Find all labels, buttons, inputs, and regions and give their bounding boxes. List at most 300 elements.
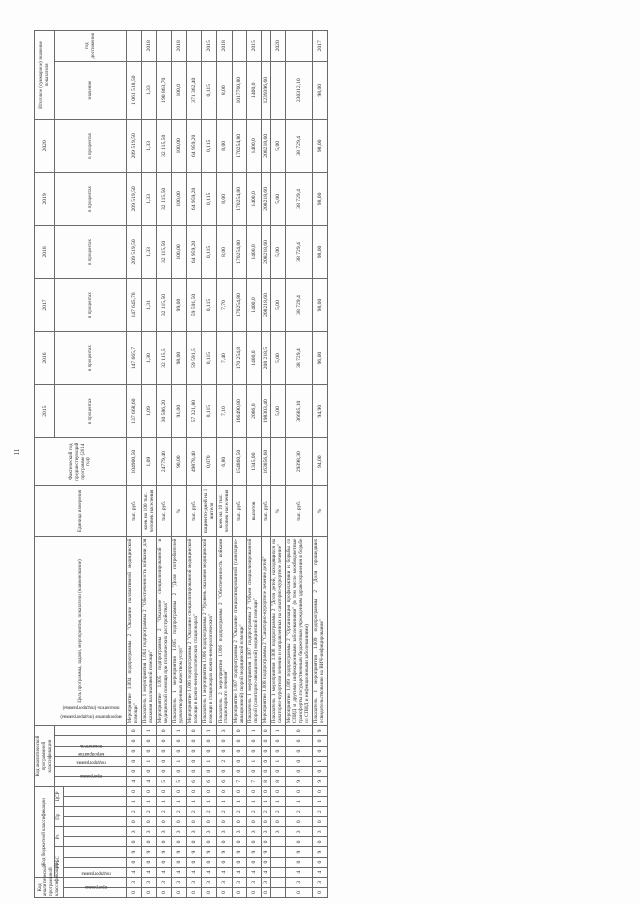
row-name-cell: Показатель 1 мероприятия 1.005 подпрограммы 2 "Доля потребителей удовлетворенных качеством услуг" <box>172 536 187 726</box>
code-digit-cell: 0 <box>262 817 271 827</box>
code-digit-cell: 0 <box>142 837 157 847</box>
year-header: 2018 <box>35 225 55 278</box>
code-digit-cell: 0 <box>127 786 142 796</box>
code-digit-cell: 0 <box>286 887 313 897</box>
year-value-cell: 170 254,8 <box>232 332 247 385</box>
year-value-cell: 137 668,60 <box>127 385 142 438</box>
code-digit-cell: 0 <box>187 726 202 736</box>
code-digit-cell: 0 <box>247 746 262 756</box>
program-code-header: Код аналитической программной классификации <box>35 877 64 897</box>
final-value-cell: 1017760,80 <box>232 61 247 119</box>
year-value-cell: 208218,60 <box>262 172 271 225</box>
year-value-cell: 1,09 <box>142 385 157 438</box>
year-value-cell: 209 519,50 <box>127 172 142 225</box>
code-digit-cell: 0 <box>201 857 216 867</box>
code-digit-cell: 0 <box>142 766 157 776</box>
code-digit-cell: 2 <box>187 807 202 817</box>
year-value-cell: 147 645,70 <box>127 278 142 331</box>
year-header: 2020 <box>35 119 55 172</box>
code-digit-cell: 0 <box>271 736 286 746</box>
code-digit-cell: 0 <box>232 786 247 796</box>
unit-cell: тыс. руб. <box>127 486 142 537</box>
analytical-column-label: показатель (подпрограммы) <box>62 705 120 711</box>
code-digit-cell: 0 <box>217 736 232 746</box>
code-digit-cell: 2 <box>286 807 313 817</box>
table-row <box>172 31 187 898</box>
code-digit-cell: 0 <box>286 746 313 756</box>
code-digit-cell: 1 <box>271 726 286 736</box>
code-digit-cell: 0 <box>312 766 327 776</box>
code-digit-cell: 0 <box>312 857 327 867</box>
code-digit-cell: 0 <box>142 887 157 897</box>
year-value-cell: 38 729,4 <box>286 119 313 172</box>
code-digit-cell: 0 <box>201 746 216 756</box>
code-digit-cell: 0 <box>127 726 142 736</box>
code-digit-cell: 7 <box>247 776 262 786</box>
code-digit-cell: 0 <box>232 746 247 756</box>
code-digit-cell: 0 <box>217 887 232 897</box>
year-value-cell: 7,70 <box>217 278 232 331</box>
code-digit-cell: 0 <box>157 746 172 756</box>
code-digit-cell: 0 <box>271 786 286 796</box>
code-digit-cell: 2 <box>172 807 187 817</box>
base-value-cell <box>271 438 286 486</box>
final-year-header: год достижения <box>55 31 127 62</box>
table-row <box>262 31 271 898</box>
code-digit-cell: 3 <box>232 827 247 837</box>
code-digit-cell: 9 <box>232 847 247 857</box>
code-digit-cell: 4 <box>232 867 247 877</box>
final-value-cell: 8,00 <box>217 61 232 119</box>
final-year-cell: 2015 <box>247 31 262 62</box>
code-digit-cell: 1 <box>217 797 232 807</box>
final-year-cell <box>262 31 271 62</box>
final-value-cell: 0,115 <box>201 61 216 119</box>
code-digit-cell: 2 <box>312 807 327 817</box>
year-value-cell: 64 959,20 <box>187 119 202 172</box>
year-value-cell: 30 586,20 <box>157 385 172 438</box>
code-digit-cell: 4 <box>217 867 232 877</box>
year-value-cell: 209 519,50 <box>127 119 142 172</box>
code-digit-cell: 3 <box>312 877 327 887</box>
table-row <box>187 31 202 898</box>
budget-column-header: Рз <box>55 827 64 847</box>
code-digit-cell: 2 <box>247 807 262 817</box>
year-subheader: в процентах <box>55 119 127 172</box>
code-digit-cell: 1 <box>286 797 313 807</box>
year-value-cell: 1,33 <box>142 172 157 225</box>
code-digit-cell: 1 <box>142 756 157 766</box>
code-digit-cell: 2 <box>217 807 232 817</box>
code-digit-cell <box>271 877 286 887</box>
year-value-cell: 170254,80 <box>232 278 247 331</box>
code-digit-cell: 0 <box>157 817 172 827</box>
row-name-cell: Показатель 1 мероприятия 1.006 подпрограммы 2 "Уровень оказания медицинской помощи в стационарах кожно-венерологических" <box>201 536 216 726</box>
year-value-cell: 0,115 <box>201 332 216 385</box>
code-digit-cell: 4 <box>262 867 271 877</box>
code-digit-cell: 0 <box>172 887 187 897</box>
year-value-cell: 208 218,5 <box>262 332 271 385</box>
code-digit-cell: 0 <box>172 837 187 847</box>
code-digit-cell: 0 <box>172 857 187 867</box>
code-digit-cell: 0 <box>127 837 142 847</box>
code-digit-cell: 0 <box>312 887 327 897</box>
code-digit-cell: 0 <box>187 887 202 897</box>
code-digit-cell: 0 <box>201 736 216 746</box>
unit-header: Единица измерения <box>35 486 127 537</box>
unit-cell: вылетов <box>247 486 262 537</box>
code-digit-cell: 0 <box>127 857 142 867</box>
year-value-cell: 0,115 <box>201 172 216 225</box>
code-digit-cell: 0 <box>187 857 202 867</box>
code-digit-cell: 0 <box>157 786 172 796</box>
rotated-table-area <box>34 30 614 898</box>
code-digit-cell: 3 <box>286 827 313 837</box>
code-digit-cell: 0 <box>286 786 313 796</box>
budget-digit-header <box>64 786 127 796</box>
code-digit-cell: 0 <box>262 756 271 766</box>
base-value-cell: 163856,60 <box>262 438 271 486</box>
code-digit-cell: 9 <box>127 847 142 857</box>
name-header: Цель программы, задачи, мероприятия, показатели (наименование) <box>35 536 127 726</box>
base-value-cell: 24779,40 <box>157 438 172 486</box>
year-value-cell: 170254,80 <box>232 225 247 278</box>
unit-cell: пациенто-дней на 1 жителя <box>201 486 216 537</box>
code-digit-cell: 7 <box>232 776 247 786</box>
code-digit-cell: 0 <box>286 857 313 867</box>
final-year-cell: 2020 <box>271 31 286 62</box>
code-digit-cell: 1 <box>271 756 286 766</box>
code-digit-cell: 0 <box>142 746 157 756</box>
code-digit-cell: 0 <box>157 887 172 897</box>
year-value-cell: 1,31 <box>142 278 157 331</box>
year-value-cell: 208218,60 <box>262 119 271 172</box>
year-value-cell: 170254,80 <box>232 172 247 225</box>
code-digit-cell: 0 <box>201 766 216 776</box>
final-value-cell: 1,33 <box>142 61 157 119</box>
year-value-cell: 32 115,50 <box>157 119 172 172</box>
code-digit-cell: 1 <box>247 797 262 807</box>
code-digit-cell: 0 <box>271 746 286 756</box>
code-digit-cell: 3 <box>247 877 262 887</box>
year-value-cell: 0,115 <box>201 225 216 278</box>
year-value-cell: 38 729,4 <box>286 172 313 225</box>
final-value-cell: 1400,0 <box>247 61 262 119</box>
code-digit-cell: 0 <box>232 766 247 776</box>
program-indicators-table <box>34 30 328 898</box>
code-digit-cell: 3 <box>127 827 142 837</box>
code-digit-cell: 1 <box>247 756 262 766</box>
final-year-cell: 2017 <box>312 31 327 62</box>
code-digit-cell: 9 <box>157 847 172 857</box>
header-row <box>35 31 55 898</box>
base-value-cell: 0,070 <box>201 438 216 486</box>
budget-digit-header <box>64 797 127 807</box>
code-digit-cell <box>271 887 286 897</box>
code-digit-cell: 0 <box>142 786 157 796</box>
code-digit-cell: 0 <box>286 817 313 827</box>
year-value-cell: 59 591,50 <box>187 278 202 331</box>
code-digit-cell: 1 <box>312 756 327 766</box>
code-digit-cell: 3 <box>232 877 247 887</box>
unit-cell: % <box>271 486 286 537</box>
year-value-cell: 147 665,7 <box>127 332 142 385</box>
year-value-cell: 1400,0 <box>247 278 262 331</box>
code-digit-cell: 2 <box>271 807 286 817</box>
code-digit-cell: 0 <box>232 736 247 746</box>
base-year-header: Фактический год предшествующий программе (2014 год) <box>35 438 127 486</box>
table-row <box>232 31 247 898</box>
code-digit-cell: 0 <box>217 857 232 867</box>
code-digit-cell: 0 <box>247 766 262 776</box>
row-name-cell: Показатель 1 мероприятия 1.008 подпрограммы 2 "Доля детей, находящихся на санаторно-курортном лечении и направленных на санаторно-курортное лечение" <box>271 536 286 726</box>
final-year-cell <box>286 31 313 62</box>
code-digit-cell: 0 <box>187 736 202 746</box>
year-value-cell: 1400,0 <box>247 119 262 172</box>
analytical-column-label: программа <box>80 772 103 778</box>
table-row <box>286 31 313 898</box>
unit-cell: тыс. руб. <box>262 486 271 537</box>
year-value-cell: 7,10 <box>217 385 232 438</box>
code-digit-cell: 0 <box>286 726 313 736</box>
code-digit-cell: 0 <box>217 746 232 756</box>
budget-digit-header <box>64 857 127 867</box>
code-digit-cell: 2 <box>142 807 157 817</box>
code-digit-cell <box>271 857 286 867</box>
budget-column-header: ГРБС <box>55 847 64 877</box>
code-digit-cell: 0 <box>157 766 172 776</box>
code-digit-cell: 0 <box>172 786 187 796</box>
year-value-cell: 5,00 <box>271 172 286 225</box>
code-digit-cell: 6 <box>187 776 202 786</box>
year-subheader: в процентах <box>55 332 127 385</box>
code-digit-cell: 4 <box>157 867 172 877</box>
code-digit-cell: 0 <box>247 857 262 867</box>
code-digit-cell: 0 <box>286 837 313 847</box>
year-subheader: в процентах <box>55 278 127 331</box>
code-digit-cell: 0 <box>142 736 157 746</box>
final-value-cell: 230312,10 <box>286 61 313 119</box>
code-digit-cell: 2 <box>201 807 216 817</box>
year-value-cell: 1400,0 <box>247 172 262 225</box>
unit-cell: % <box>172 486 187 537</box>
code-digit-cell <box>271 867 286 877</box>
code-digit-cell: 0 <box>217 786 232 796</box>
code-digit-cell: 9 <box>187 847 202 857</box>
year-value-cell: 8,00 <box>217 119 232 172</box>
code-digit-cell: 1 <box>187 797 202 807</box>
code-digit-cell: 2 <box>232 807 247 817</box>
unit-cell: коек на 100 тыс. человек населения <box>142 486 157 537</box>
code-digit-cell: 1 <box>157 797 172 807</box>
final-year-cell <box>187 31 202 62</box>
year-value-cell: 209 519,50 <box>127 225 142 278</box>
code-digit-cell: 0 <box>172 817 187 827</box>
year-value-cell: 208218,60 <box>262 278 271 331</box>
year-value-cell: 198303,40 <box>262 385 271 438</box>
code-digit-cell: 3 <box>201 877 216 887</box>
table-row <box>127 31 142 898</box>
code-digit-cell: 9 <box>172 847 187 857</box>
code-digit-cell: 0 <box>127 766 142 776</box>
row-name-cell: Мероприятие 1.006 подпрограммы 2 "Оказание специализированной медицинской помощи в кожно-венерологических стационарах" <box>187 536 202 726</box>
year-value-cell: 1400,0 <box>247 332 262 385</box>
code-digit-cell: 2 <box>127 807 142 817</box>
code-digit-cell: 9 <box>217 847 232 857</box>
code-digit-cell: 9 <box>247 847 262 857</box>
row-name-cell: Мероприятие 1.005 подпрограммы 2 "Оказание специализированной и медицинской помощи при психических расстройствах" <box>157 536 172 726</box>
code-digit-cell: 0 <box>271 766 286 776</box>
year-value-cell: 166490,80 <box>232 385 247 438</box>
code-digit-cell: 0 <box>262 837 271 847</box>
table-row <box>157 31 172 898</box>
final-value-header: значение <box>55 61 127 119</box>
year-value-cell: 94,90 <box>312 385 327 438</box>
unit-cell: тыс. руб. <box>187 486 202 537</box>
final-year-cell: 2018 <box>172 31 187 62</box>
code-digit-cell: 0 <box>127 746 142 756</box>
code-digit-cell: 9 <box>312 726 327 736</box>
code-digit-cell: 0 <box>312 837 327 847</box>
year-value-cell: 98,00 <box>172 332 187 385</box>
code-digit-cell: 4 <box>312 867 327 877</box>
code-digit-cell: 0 <box>142 857 157 867</box>
code-digit-cell: 3 <box>187 877 202 887</box>
code-digit-cell: 6 <box>201 776 216 786</box>
code-digit-cell: 4 <box>142 776 157 786</box>
code-digit-cell: 1 <box>142 797 157 807</box>
budget-digit-header <box>64 817 127 827</box>
program-column-label: программа <box>84 884 107 890</box>
final-year-cell <box>127 31 142 62</box>
unit-cell: % <box>312 486 327 537</box>
code-digit-cell: 4 <box>142 867 157 877</box>
code-digit-cell: 0 <box>247 837 262 847</box>
budget-digit-header <box>64 807 127 817</box>
final-value-cell: 1239396,60 <box>262 61 271 119</box>
code-digit-cell: 0 <box>247 817 262 827</box>
row-name-cell: Показатель 1 мероприятия 1.009 подпрограммы 2 "Доля прошедших освидетельствование на ВИЧ-инфицирования" <box>312 536 327 726</box>
code-digit-cell: 0 <box>312 786 327 796</box>
code-digit-cell: 0 <box>157 837 172 847</box>
year-value-cell: 32 115,5 <box>157 332 172 385</box>
year-value-cell: 32 115,50 <box>157 225 172 278</box>
unit-cell: тыс. руб. <box>157 486 172 537</box>
code-digit-cell: 0 <box>172 736 187 746</box>
year-header: 2019 <box>35 172 55 225</box>
analytical-code-header: Код аналитической программной классификации <box>35 726 55 787</box>
code-digit-cell: 3 <box>262 827 271 837</box>
code-digit-cell: 3 <box>286 877 313 887</box>
year-value-cell: 98,00 <box>312 225 327 278</box>
code-digit-cell: 3 <box>157 877 172 887</box>
year-subheader: в процентах <box>55 385 127 438</box>
code-digit-cell: 0 <box>262 887 271 897</box>
code-digit-cell: 4 <box>286 867 313 877</box>
code-digit-cell: 9 <box>286 847 313 857</box>
year-value-cell: 98,00 <box>312 172 327 225</box>
year-subheader: в процентах <box>55 225 127 278</box>
code-digit-cell: 0 <box>262 786 271 796</box>
table-row <box>201 31 216 898</box>
code-digit-cell: 0 <box>286 756 313 766</box>
code-digit-cell: 0 <box>187 817 202 827</box>
code-digit-cell: 2 <box>262 807 271 817</box>
code-digit-cell: 0 <box>127 756 142 766</box>
year-value-cell: 96,00 <box>312 332 327 385</box>
final-value-cell: 371 362,40 <box>187 61 202 119</box>
code-digit-cell: 0 <box>172 746 187 756</box>
code-digit-cell: 0 <box>217 837 232 847</box>
base-value-cell: 1,09 <box>142 438 157 486</box>
base-value-cell: 154860,50 <box>232 438 247 486</box>
row-name-cell: Показатель 2 мероприятия 1.006 подпрограммы 2 "Обеспеченность койками стационарного лечения" <box>217 536 232 726</box>
code-digit-cell: 1 <box>127 797 142 807</box>
table-row <box>217 31 232 898</box>
program-column-label: подпрограмма <box>81 870 111 876</box>
row-name-cell: Показатель 1 мероприятия 1.004 подпрограммы 2 "Обеспеченность койками для оказания паллиативной помощи" <box>142 536 157 726</box>
code-digit-cell: 6 <box>217 776 232 786</box>
code-digit-cell: 9 <box>312 847 327 857</box>
year-subheader: в процентах <box>55 172 127 225</box>
year-value-cell: 57 321,80 <box>187 385 202 438</box>
year-value-cell: 64 959,20 <box>187 172 202 225</box>
final-year-cell: 2018 <box>142 31 157 62</box>
code-digit-cell: 0 <box>312 817 327 827</box>
base-value-cell: 6,80 <box>217 438 232 486</box>
year-value-cell: 100,00 <box>172 119 187 172</box>
code-digit-cell: 4 <box>187 867 202 877</box>
code-digit-cell: 3 <box>271 827 286 837</box>
table-row <box>247 31 262 898</box>
code-digit-cell: 3 <box>247 827 262 837</box>
unit-cell: коек на 10 тыс. человек населения <box>217 486 232 537</box>
year-header: 2015 <box>35 385 55 438</box>
analytical-column-label: показатель <box>80 742 103 748</box>
code-digit-cell: 0 <box>142 817 157 827</box>
code-digit-cell: 0 <box>187 756 202 766</box>
base-value-cell: 94,00 <box>312 438 327 486</box>
year-value-cell: 5,00 <box>271 385 286 438</box>
year-value-cell: 5,00 <box>271 119 286 172</box>
code-digit-cell: 9 <box>142 847 157 857</box>
code-digit-cell: 0 <box>217 817 232 827</box>
code-digit-cell: 3 <box>187 827 202 837</box>
year-value-cell: 208218,60 <box>262 225 271 278</box>
table-row <box>271 31 286 898</box>
year-value-cell: 100,00 <box>172 172 187 225</box>
year-value-cell: 0,115 <box>201 385 216 438</box>
code-digit-cell: 0 <box>127 817 142 827</box>
code-digit-cell: 2 <box>157 807 172 817</box>
table-header <box>35 31 127 898</box>
year-header: 2017 <box>35 278 55 331</box>
code-digit-cell: 9 <box>262 847 271 857</box>
unit-cell: тыс. руб. <box>232 486 247 537</box>
code-digit-cell: 1 <box>232 797 247 807</box>
code-digit-cell: 3 <box>217 726 232 736</box>
code-digit-cell: 9 <box>201 847 216 857</box>
code-digit-cell: 0 <box>172 766 187 776</box>
year-value-cell: 98,00 <box>312 119 327 172</box>
year-value-cell: 1,30 <box>142 332 157 385</box>
final-value-cell: 98,00 <box>312 61 327 119</box>
code-digit-cell: 3 <box>157 827 172 837</box>
code-digit-cell: 4 <box>127 776 142 786</box>
final-value-cell <box>271 61 286 119</box>
final-value-cell: 190 863,70 <box>157 61 172 119</box>
code-digit-cell: 5 <box>157 776 172 786</box>
